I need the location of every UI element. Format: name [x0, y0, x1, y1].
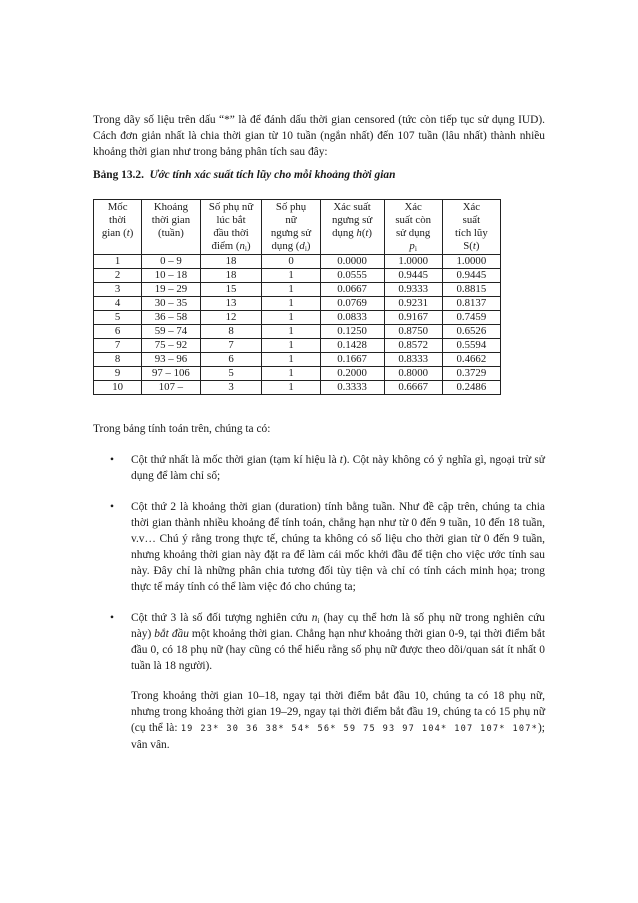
cell-moc: 1 — [94, 255, 142, 269]
cell-d: 1 — [262, 297, 320, 311]
cell-p: 0.9445 — [384, 269, 442, 283]
table-row — [94, 255, 501, 269]
cell-khoang: 59 – 74 — [142, 325, 200, 339]
cell-n: 5 — [200, 367, 262, 381]
cell-khoang: 75 – 92 — [142, 339, 200, 353]
cell-n: 18 — [200, 269, 262, 283]
table-row — [94, 325, 501, 339]
cell-n: 8 — [200, 325, 262, 339]
cell-p: 0.9333 — [384, 283, 442, 297]
cell-moc: 8 — [94, 353, 142, 367]
cell-n: 15 — [200, 283, 262, 297]
cell-s: 0.9445 — [442, 269, 500, 283]
table-row — [94, 367, 501, 381]
cell-n: 18 — [200, 255, 262, 269]
table-caption-title: Ước tính xác suất tích lũy cho mỗi khoảng thời gian — [149, 169, 396, 181]
cell-s: 0.3729 — [442, 367, 500, 381]
cell-h: 0.1428 — [320, 339, 384, 353]
cell-p: 0.8333 — [384, 353, 442, 367]
cell-khoang: 10 – 18 — [142, 269, 200, 283]
cell-moc: 5 — [94, 311, 142, 325]
cell-h: 0.0000 — [320, 255, 384, 269]
table-row — [94, 311, 501, 325]
cell-d: 1 — [262, 325, 320, 339]
cell-moc: 10 — [94, 381, 142, 395]
cell-d: 0 — [262, 255, 320, 269]
cell-moc: 6 — [94, 325, 142, 339]
cell-s: 0.8137 — [442, 297, 500, 311]
cell-d: 1 — [262, 353, 320, 367]
cell-h: 0.3333 — [320, 381, 384, 395]
bullet-icon: • — [110, 454, 114, 466]
cell-h: 0.0833 — [320, 311, 384, 325]
table-body — [94, 255, 501, 395]
header-xac-suat-tich-luy: Xác suất tích lũy S(t) — [442, 200, 500, 255]
bullet-item-column-3: • Cột thứ 3 là số đối tượng nghiên cứu $n_i$ (hay cụ thể hơn là số phụ nữ trong nghiên cứu này) bắt đầu một khoảng thời gian. Chẳng hạn như khoảng thời gian 0-9, tại thời điểm bắt đầu 0, có 18 phụ nữ (hay cũng có thể hiểu rằng số phụ nữ được theo dõi/quan sát ít nhất 0 tuần là 18 người). Trong khoảng thời gian 10–18, ngay tại thời điểm bắt đầu 10, chúng ta có 18 phụ nữ, nhưng trong khoảng thời gian 19–29, ngay tại thời điểm bắt đầu 19, chúng ta có 15 phụ nữ (cụ thể là: 19 23* 30 36 38* 54* 56* 59 75 93 97 104* 107 107* 107*); vân vân. — [110, 612, 545, 751]
cell-khoang: 19 – 29 — [142, 283, 200, 297]
cell-s: 0.2486 — [442, 381, 500, 395]
cell-h: 0.0555 — [320, 269, 384, 283]
cell-h: 0.0667 — [320, 283, 384, 297]
cell-n: 12 — [200, 311, 262, 325]
bullet-item-column-2: • Cột thứ 2 là khoảng thời gian (duration) tính bằng tuần. Như đề cập trên, chúng ta chia thời gian thành nhiều khoảng để tính toán, chẳng hạn như từ 0 đến 9 tuần, 10 đến 18 tuần, v.v… Chú ý rằng trong thực tế, chúng ta không có số liệu cho thời gian từ 0 đến 9 tuần, nhưng khoảng thời gian này đặt ra để làm cái mốc khởi đầu để tiện cho việc ước tính sau này. Đây chỉ là những phân chia tương đối tùy tiện và chỉ có tính cách minh họa; trong thực tế máy tính có thể làm việc đó cho chúng ta; — [110, 501, 545, 593]
intro-paragraph: Trong dãy số liệu trên dấu “*” là để đánh dấu thời gian censored (tức còn tiếp tục sử dụng IUD). Cách đơn giản nhất là chia thời gian từ 10 tuần (ngắn nhất) đến 107 tuần (lâu nhất) thành nhiều khoảng thời gian như trong bảng phân tích sau đây: — [93, 114, 545, 158]
cell-s: 0.7459 — [442, 311, 500, 325]
header-so-phu-nu: Số phụ nữ lúc bắt đầu thời điểm $(n_i)$ — [200, 200, 262, 255]
cell-d: 1 — [262, 367, 320, 381]
cell-s: 0.5594 — [442, 339, 500, 353]
header-moc-thoi-gian: Mốc thời gian (t) — [94, 200, 142, 255]
cell-p: 0.9167 — [384, 311, 442, 325]
cell-d: 1 — [262, 381, 320, 395]
cell-d: 1 — [262, 269, 320, 283]
header-xac-suat-ngung: Xác suất ngưng sử dụng h(t) — [320, 200, 384, 255]
table-row — [94, 297, 501, 311]
cell-h: 0.1667 — [320, 353, 384, 367]
cell-khoang: 93 – 96 — [142, 353, 200, 367]
header-khoang-thoi-gian: Khoảng thời gian (tuần) — [142, 200, 200, 255]
cell-moc: 7 — [94, 339, 142, 353]
cell-p: 0.8000 — [384, 367, 442, 381]
bullet-icon: • — [110, 612, 114, 624]
cell-s: 1.0000 — [442, 255, 500, 269]
table-caption-label: Bảng 13.2. — [93, 169, 144, 181]
after-table-text: Trong bảng tính toán trên, chúng ta có: — [93, 423, 271, 435]
table-row — [94, 381, 501, 395]
cell-n: 7 — [200, 339, 262, 353]
cell-d: 1 — [262, 283, 320, 297]
cell-d: 1 — [262, 311, 320, 325]
cell-n: 13 — [200, 297, 262, 311]
cell-p: 0.6667 — [384, 381, 442, 395]
cell-n: 3 — [200, 381, 262, 395]
cell-h: 0.2000 — [320, 367, 384, 381]
cell-moc: 2 — [94, 269, 142, 283]
cell-khoang: 30 – 35 — [142, 297, 200, 311]
table-row — [94, 269, 501, 283]
cell-n: 6 — [200, 353, 262, 367]
bullet-list — [93, 452, 545, 753]
cell-s: 0.4662 — [442, 353, 500, 367]
observed-times: 19 23* 30 36 38* 54* 56* 59 75 93 97 104* 107 107* 107* — [180, 724, 539, 734]
survival-table — [93, 199, 501, 395]
table-row — [94, 353, 501, 367]
table-row — [94, 283, 501, 297]
cell-p: 0.9231 — [384, 297, 442, 311]
bullet-item-column-1: • Cột thứ nhất là mốc thời gian (tạm kí hiệu là t). Cột này không có ý nghĩa gì, ngoại trừ sử dụng để làm chỉ số; — [110, 454, 545, 482]
cell-moc: 4 — [94, 297, 142, 311]
table-caption — [93, 169, 395, 181]
cell-khoang: 0 – 9 — [142, 255, 200, 269]
cell-moc: 9 — [94, 367, 142, 381]
cell-p: 0.8750 — [384, 325, 442, 339]
cell-khoang: 97 – 106 — [142, 367, 200, 381]
cell-khoang: 36 – 58 — [142, 311, 200, 325]
cell-d: 1 — [262, 339, 320, 353]
header-so-phu-nu-ngung: Số phụ nữ ngưng sử dụng $(d_i)$ — [262, 200, 320, 255]
cell-p: 0.8572 — [384, 339, 442, 353]
cell-moc: 3 — [94, 283, 142, 297]
table-header-row — [94, 200, 501, 255]
table-row — [94, 339, 501, 353]
cell-h: 0.0769 — [320, 297, 384, 311]
cell-s: 0.6526 — [442, 325, 500, 339]
bullet-sub-paragraph: Trong khoảng thời gian 10–18, ngay tại thời điểm bắt đầu 10, chúng ta có 18 phụ nữ, nhưng trong khoảng thời gian 19–29, ngay tại thời điểm bắt đầu 19, chúng ta có 15 phụ nữ (cụ thể là: 19 23* 30 36 38* 54* 56* 59 75 93 97 104* 107 107* 107*); vân vân. — [131, 690, 545, 751]
cell-s: 0.8815 — [442, 283, 500, 297]
header-xac-suat-con: Xác suất còn sử dụng $p_i$ — [384, 200, 442, 255]
bullet-icon: • — [110, 501, 114, 513]
cell-khoang: 107 – — [142, 381, 200, 395]
cell-p: 1.0000 — [384, 255, 442, 269]
cell-h: 0.1250 — [320, 325, 384, 339]
